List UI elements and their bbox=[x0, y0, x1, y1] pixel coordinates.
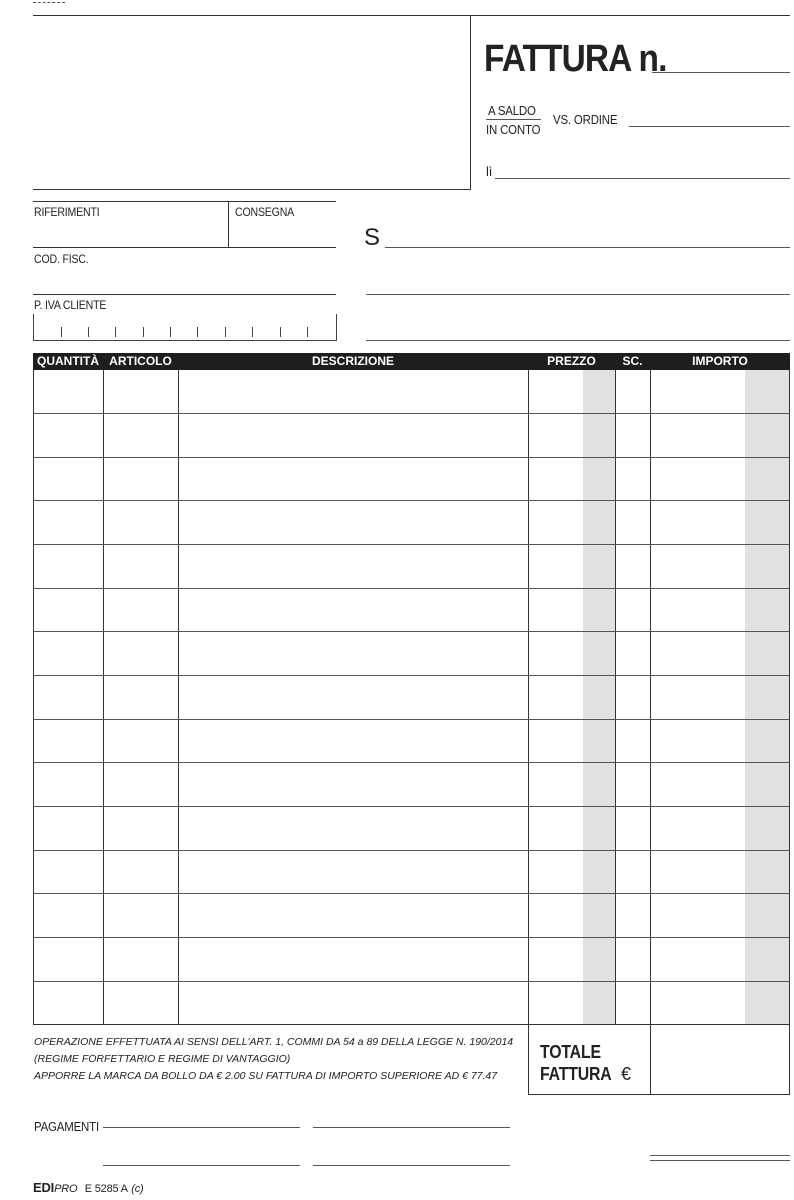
date-line[interactable] bbox=[495, 178, 790, 179]
form-code-suffix: (c) bbox=[131, 1183, 144, 1195]
table-row[interactable] bbox=[33, 544, 790, 545]
p-iva-digit-divider bbox=[88, 327, 89, 337]
col-header-articolo: ARTICOLO bbox=[109, 354, 172, 368]
col-divider bbox=[103, 370, 104, 1025]
table-header bbox=[33, 353, 790, 370]
p-iva-digit-divider bbox=[143, 327, 144, 337]
p-iva-digit-divider bbox=[252, 327, 253, 337]
table-row[interactable] bbox=[33, 719, 790, 720]
p-iva-label: P. IVA CLIENTE bbox=[34, 298, 107, 312]
customer-top-line bbox=[33, 201, 336, 202]
pagamenti-line-3[interactable] bbox=[103, 1165, 300, 1166]
riferimenti-bottom-line bbox=[33, 247, 336, 248]
table-row[interactable] bbox=[33, 588, 790, 589]
p-iva-digit-divider bbox=[225, 327, 226, 337]
cut-mark bbox=[33, 2, 65, 3]
col-header-importo: IMPORTO bbox=[692, 354, 748, 368]
col-header-sconto: SC. bbox=[622, 354, 643, 368]
recipient-line-2[interactable] bbox=[366, 294, 790, 295]
prezzo-shaded-column bbox=[583, 370, 615, 1025]
pagamenti-line-2[interactable] bbox=[313, 1127, 510, 1128]
table-right-border bbox=[789, 370, 790, 1095]
a-saldo-label: A SALDO bbox=[488, 103, 536, 118]
legal-note-line-1: OPERAZIONE EFFETTUATA AI SENSI DELL'ART. 1, COMMI DA 54 a 89 DELLA LEGGE N. 190/2014 bbox=[34, 1036, 514, 1048]
col-divider bbox=[650, 370, 651, 1095]
col-header-prezzo: PREZZO bbox=[547, 354, 596, 368]
p-iva-digit-divider bbox=[280, 327, 281, 337]
recipient-mark: S bbox=[364, 224, 380, 251]
table-row[interactable] bbox=[33, 500, 790, 501]
table-row[interactable] bbox=[33, 413, 790, 414]
recipient-line-1[interactable] bbox=[385, 247, 790, 248]
saldo-conto-divider bbox=[486, 119, 541, 120]
col-divider bbox=[178, 370, 179, 1025]
pagamenti-label: PAGAMENTI bbox=[34, 1119, 99, 1134]
brand-logo bbox=[33, 1180, 143, 1195]
vs-ordine-label: VS. ORDINE bbox=[553, 112, 618, 127]
p-iva-box[interactable] bbox=[33, 314, 337, 341]
riferimenti-label: RIFERIMENTI bbox=[34, 205, 100, 219]
table-left-border bbox=[33, 370, 34, 1025]
form-code: E 5285 A bbox=[84, 1183, 128, 1195]
legal-note-line-2: (REGIME FORFETTARIO E REGIME DI VANTAGGIO) bbox=[34, 1053, 291, 1065]
fattura-label: FATTURA bbox=[540, 1064, 612, 1084]
table-row[interactable] bbox=[33, 457, 790, 458]
cod-fisc-label: COD. FISC. bbox=[34, 252, 89, 266]
table-row[interactable] bbox=[33, 850, 790, 851]
pagamenti-line-4[interactable] bbox=[313, 1165, 510, 1166]
p-iva-digit-divider bbox=[197, 327, 198, 337]
table-row[interactable] bbox=[33, 631, 790, 632]
table-row[interactable] bbox=[33, 937, 790, 938]
brand-pro: PRO bbox=[54, 1183, 78, 1195]
p-iva-digit-divider bbox=[115, 327, 116, 337]
totale-label: TOTALE bbox=[540, 1042, 601, 1062]
euro-sign: € bbox=[621, 1064, 631, 1084]
signature-line-2[interactable] bbox=[650, 1160, 790, 1161]
invoice-number-line[interactable] bbox=[652, 72, 790, 73]
p-iva-digit-divider bbox=[61, 327, 62, 337]
totale-bottom-line bbox=[528, 1094, 790, 1095]
pagamenti-line-1[interactable] bbox=[103, 1127, 300, 1128]
p-iva-digit-divider bbox=[170, 327, 171, 337]
table-row[interactable] bbox=[33, 806, 790, 807]
table-row[interactable] bbox=[33, 675, 790, 676]
table-row[interactable] bbox=[33, 981, 790, 982]
p-iva-digit-divider bbox=[307, 327, 308, 337]
col-divider bbox=[615, 370, 616, 1025]
in-conto-label: IN CONTO bbox=[486, 122, 541, 137]
header-divider bbox=[470, 15, 471, 189]
vs-ordine-line[interactable] bbox=[629, 126, 790, 127]
recipient-line-3[interactable] bbox=[366, 340, 790, 341]
date-mark: lì bbox=[486, 164, 493, 179]
col-header-quantita: QUANTITÀ bbox=[37, 354, 99, 368]
table-row[interactable] bbox=[33, 762, 790, 763]
signature-line-1[interactable] bbox=[650, 1155, 790, 1156]
cod-fisc-line[interactable] bbox=[33, 294, 336, 295]
table-row[interactable] bbox=[33, 893, 790, 894]
totale-amount-field[interactable] bbox=[651, 1025, 789, 1094]
invoice-title: FATTURA n. bbox=[484, 38, 667, 80]
legal-note-line-3: APPORRE LA MARCA DA BOLLO DA € 2.00 SU FATTURA DI IMPORTO SUPERIORE AD € 77.47 bbox=[34, 1070, 498, 1082]
col-divider bbox=[528, 370, 529, 1025]
consegna-label: CONSEGNA bbox=[235, 205, 295, 219]
importo-shaded-column bbox=[745, 370, 790, 1025]
col-header-descrizione: DESCRIZIONE bbox=[311, 354, 394, 368]
riferimenti-consegna-divider bbox=[228, 201, 229, 248]
totale-left-border bbox=[528, 1024, 529, 1095]
brand-edi: EDI bbox=[33, 1180, 55, 1195]
header-top-line bbox=[33, 15, 790, 16]
header-bottom-line bbox=[33, 189, 471, 190]
